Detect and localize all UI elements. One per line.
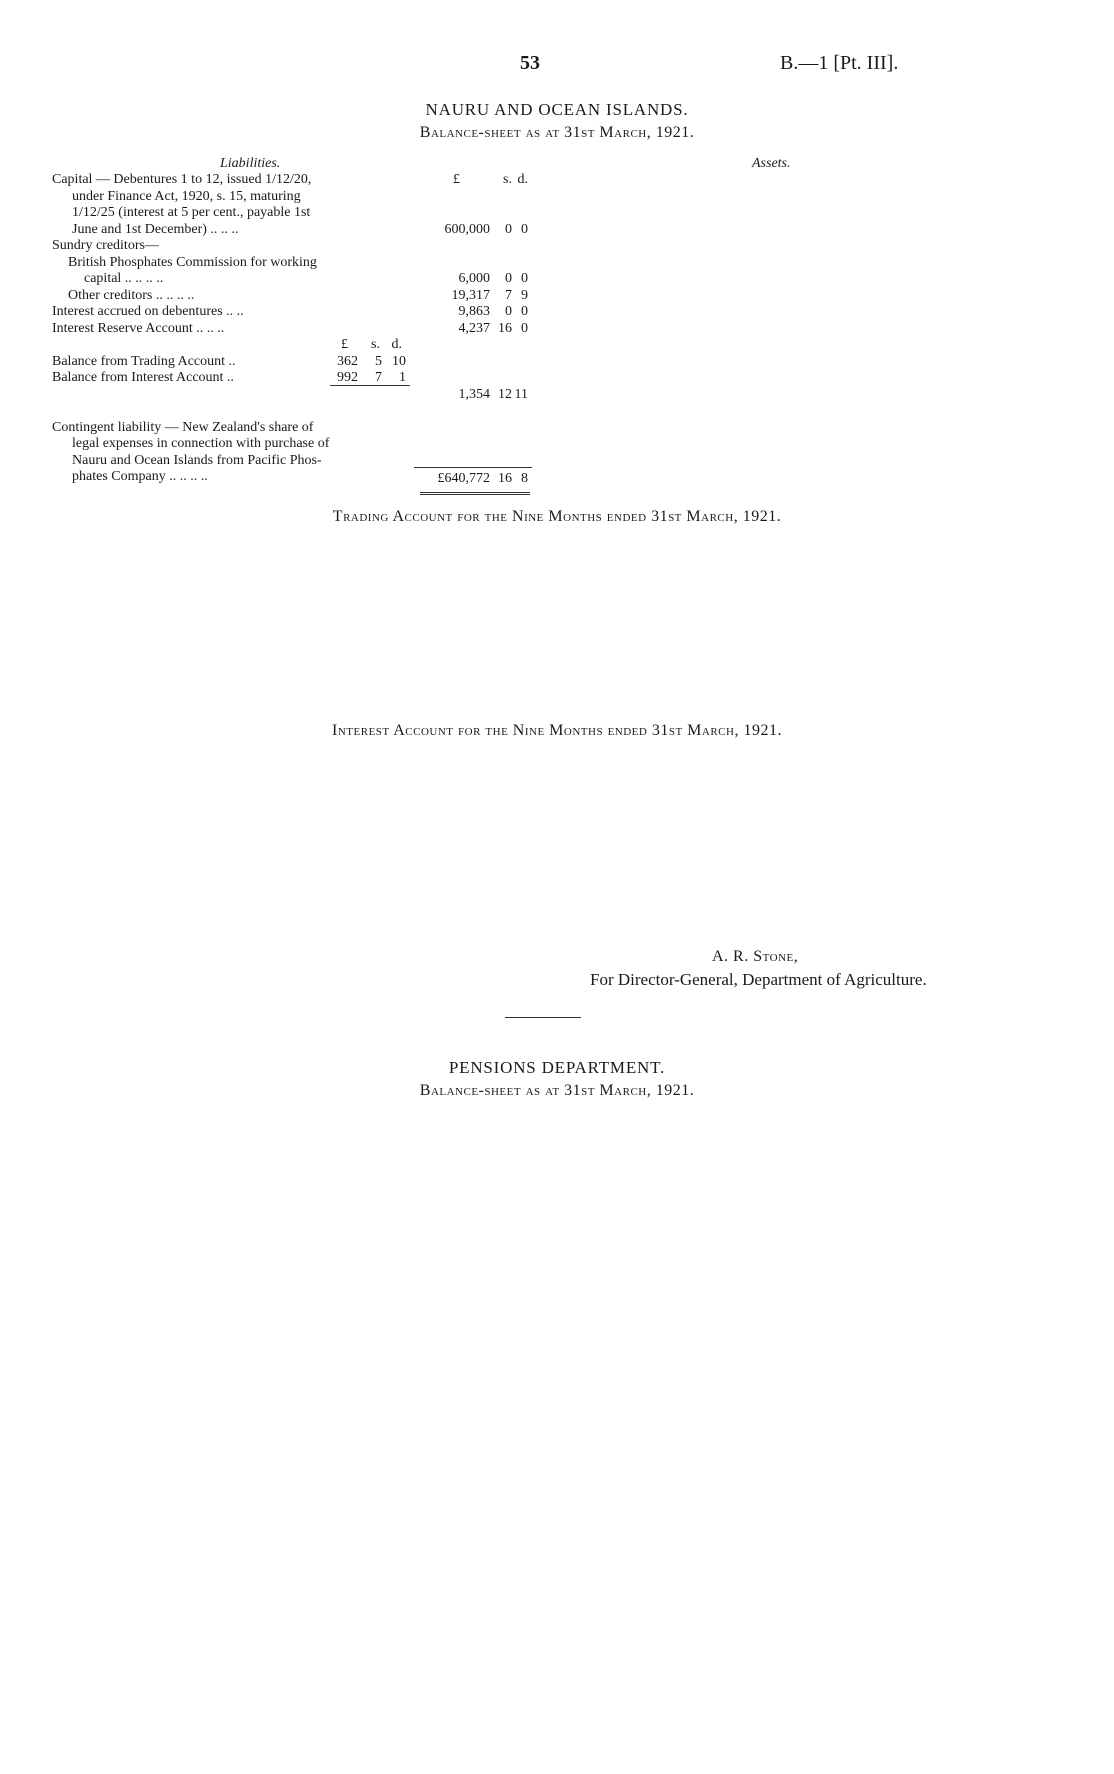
nauru-liability-line: Balance from Interest Account .. (52, 370, 234, 385)
nauru-liab-amount-shillings: 16 (498, 320, 512, 336)
nauru-liab-total-rule (414, 467, 532, 468)
nauru-liab-amount-pounds: 19,317 (451, 287, 490, 303)
nauru-liab-amount-pence: 0 (521, 320, 528, 336)
nauru-liab-col-shillings: s. (503, 172, 512, 187)
nauru-liab-amount-pounds: 4,237 (458, 320, 490, 336)
nauru-liab-amount-pence: 0 (521, 304, 528, 319)
nauru-liab-col-pence: d. (517, 172, 528, 187)
nauru-liability-line: under Finance Act, 1920, s. 15, maturing (72, 188, 301, 204)
nauru-liab-amount-pence: 11 (514, 386, 528, 402)
nauru-liab-sub-col-shillings: s. (371, 337, 380, 352)
nauru-liability-line: Sundry creditors— (52, 238, 159, 253)
nauru-liability-line: Balance from Trading Account .. (52, 353, 236, 369)
pensions-title: PENSIONS DEPARTMENT. (448, 1058, 666, 1077)
nauru-liability-line: British Phosphates Commission for working (68, 254, 317, 270)
nauru-liab-sub-amount-shillings: 5 (375, 353, 382, 369)
nauru-liab-sub-amount-pence: 10 (392, 353, 406, 369)
nauru-liability-line: phates Company .. .. .. .. (72, 469, 208, 484)
nauru-liab-amount-pounds: 9,863 (458, 304, 490, 319)
nauru-liab-amount-pence: 9 (521, 287, 528, 303)
nauru-title: NAURU AND OCEAN ISLANDS. (425, 100, 689, 119)
nauru-liab-sub-rule (330, 385, 410, 386)
nauru-liab-amount-pence: 0 (521, 271, 528, 286)
nauru-liability-line: legal expenses in connection with purchase of (72, 436, 330, 451)
nauru-liability-line: 1/12/25 (interest at 5 per cent., payable 1st (72, 205, 311, 220)
nauru-liab-total-pounds: £640,772 (437, 471, 490, 486)
document-reference: B.—1 [Pt. III]. (780, 52, 899, 74)
nauru-liab-sub-col-pound: £ (341, 337, 348, 352)
nauru-liability-line: Contingent liability — New Zealand's share of (52, 419, 314, 435)
nauru-liab-amount-pounds: 1,354 (458, 386, 490, 402)
nauru-liab-amount-shillings: 7 (505, 287, 512, 303)
nauru-liability-line: June and 1st December) .. .. .. (72, 221, 239, 237)
nauru-subtitle: Balance-sheet as at 31st March, 1921. (419, 124, 695, 141)
nauru-liability-line: Interest accrued on debentures .. .. (52, 304, 244, 319)
nauru-liab-sub-col-pence: d. (391, 337, 402, 352)
nauru-liability-line: Other creditors .. .. .. .. (68, 287, 195, 303)
nauru-liability-line: Nauru and Ocean Islands from Pacific Phos- (72, 452, 322, 468)
nauru-liab-amount-pounds: 6,000 (458, 271, 490, 286)
nauru-liab-total-pence: 8 (521, 471, 528, 486)
nauru-liab-sub-amount-pence: 1 (399, 370, 406, 385)
nauru-liab-amount-shillings: 0 (505, 304, 512, 319)
nauru-liab-sub-amount-shillings: 7 (375, 370, 382, 385)
trading-title: Trading Account for the Nine Months ended 31st March, 1921. (332, 508, 782, 525)
signature-name: A. R. Stone, (712, 948, 799, 965)
nauru-liab-sub-amount-pounds: 992 (337, 370, 358, 385)
signature-role: For Director-General, Department of Agriculture. (590, 970, 927, 989)
nauru-liab-amount-shillings: 12 (498, 386, 512, 402)
pensions-subtitle: Balance-sheet as at 31st March, 1921. (419, 1082, 695, 1099)
nauru-liability-line: Capital — Debentures 1 to 12, issued 1/12/20, (52, 172, 312, 187)
nauru-assets-heading: Assets. (752, 156, 791, 171)
interest-title: Interest Account for the Nine Months ended 31st March, 1921. (332, 722, 782, 739)
nauru-liability-line: Interest Reserve Account .. .. .. (52, 320, 225, 336)
nauru-liab-total-underline (420, 492, 530, 495)
nauru-liab-amount-pounds: 600,000 (444, 221, 490, 237)
nauru-liability-line: capital .. .. .. .. (84, 271, 164, 286)
nauru-liab-amount-shillings: 0 (505, 271, 512, 286)
section-divider (505, 1017, 581, 1018)
nauru-liab-amount-shillings: 0 (505, 221, 512, 237)
nauru-liab-sub-amount-pounds: 362 (337, 353, 358, 369)
nauru-liab-amount-pence: 0 (521, 221, 528, 237)
page-number: 53 (520, 52, 540, 74)
nauru-liab-total-shillings: 16 (498, 471, 512, 486)
nauru-liabilities-heading: Liabilities. (220, 156, 281, 171)
nauru-liab-col-pound: £ (453, 172, 460, 187)
